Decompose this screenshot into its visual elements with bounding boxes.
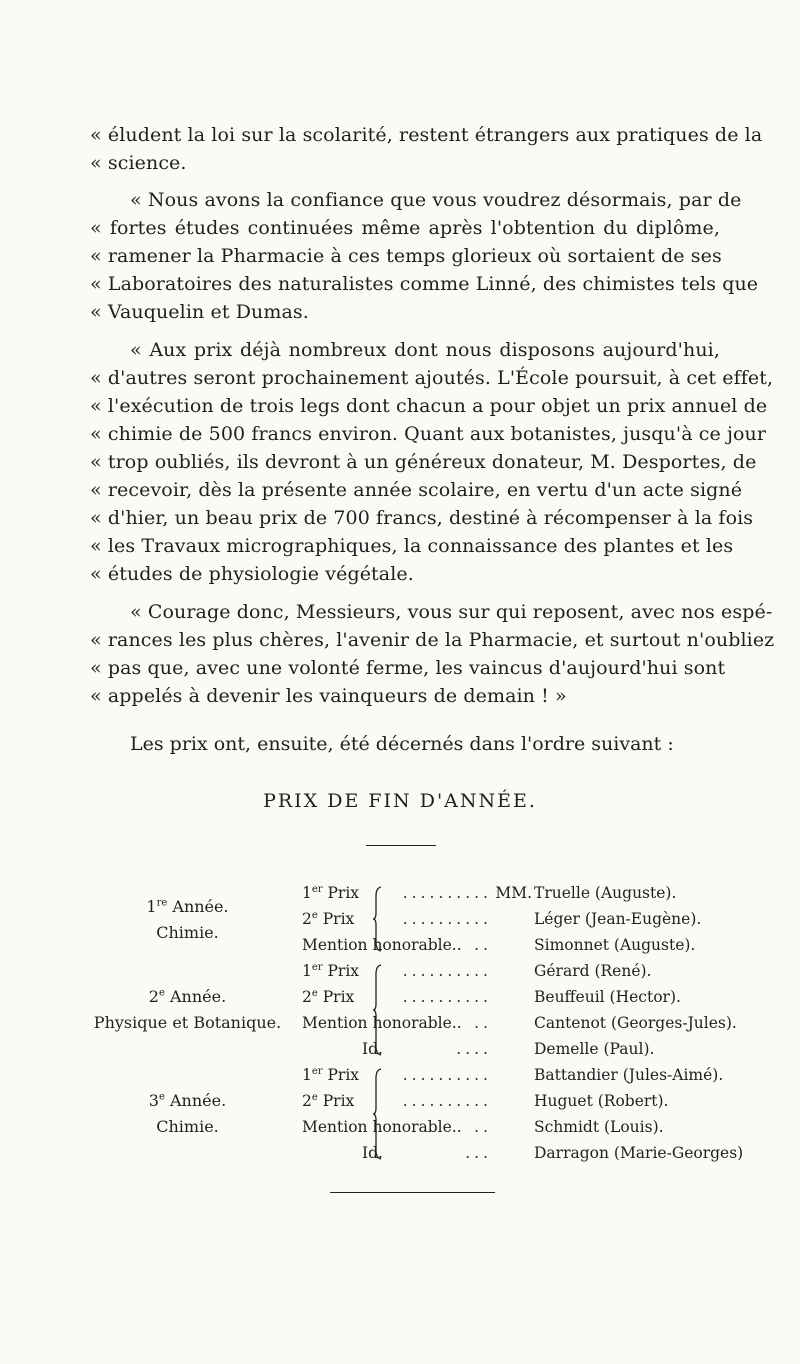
text-line: « Aux prix déjà nombreux dont nous disposons aujourd'hui, [130,339,720,361]
year-label: 3e Année. [148,1091,227,1110]
subject-label: Chimie. [156,923,219,942]
text-line: « science. [90,152,187,174]
prize-group [90,1062,744,1166]
subject-label: Physique et Botanique. [93,1013,282,1032]
year-label: 1re Année. [146,897,229,916]
section-title: PRIX DE FIN D'ANNÉE. [263,790,537,812]
paragraph [90,121,763,177]
winner-name: Cantenot (Georges-Jules). [534,1014,737,1032]
winner-name: Schmidt (Louis). [534,1118,664,1136]
prize-row: 2e Prix .......... Huguet (Robert). [302,1088,740,1114]
prize-row: Id. ... Darragon (Marie-Georges) [302,1140,740,1166]
text-line: « Vauquelin et Dumas. [90,301,309,323]
paragraph [90,598,775,710]
divider [330,1192,495,1193]
prize-group [90,880,740,958]
prize-group [90,958,740,1062]
prize-row: Mention honorable.. .. Cantenot (Georges-Jules). [302,1010,740,1036]
divider [366,845,436,846]
prize-row: Id. .... Demelle (Paul). [302,1036,740,1062]
prize-row: 1er Prix .......... MM. Truelle (Auguste). [302,880,740,906]
prize-row: 2e Prix .......... Beuffeuil (Hector). [302,984,740,1010]
text-line: « Nous avons la confiance que vous voudrez désormais, par de [130,189,742,211]
group-label [90,1088,285,1140]
year-label: 2e Année. [148,987,227,1006]
prize-row: 1er Prix .......... Gérard (René). [302,958,740,984]
text-line: « rances les plus chères, l'avenir de la Pharmacie, et surtout n'oubliez [90,629,775,651]
text-line: « appelés à devenir les vainqueurs de demain ! » [90,685,567,707]
winner-name: Battandier (Jules-Aimé). [534,1066,724,1084]
intro-text: Les prix ont, ensuite, été décernés dans l'ordre suivant : [130,733,674,755]
text-line: « l'exécution de trois legs dont chacun a pour objet un prix annuel de [90,395,768,417]
text-line: « éludent la loi sur la scolarité, restent étrangers aux pratiques de la [90,124,763,146]
group-label [90,894,285,946]
text-line: « trop oubliés, ils devront à un généreux donateur, M. Desportes, de [90,451,757,473]
prize-row: 2e Prix .......... Léger (Jean-Eugène). [302,906,740,932]
text-line: « études de physiologie végétale. [90,563,414,585]
text-line: « chimie de 500 francs environ. Quant aux botanistes, jusqu'à ce jour [90,423,767,445]
paragraph [90,186,759,326]
winner-name: Demelle (Paul). [534,1040,655,1058]
text-line: « d'hier, un beau prix de 700 francs, destiné à récompenser à la fois [90,507,754,529]
winner-name: Darragon (Marie-Georges) [534,1144,744,1162]
group-label [90,984,285,1036]
winner-name: Léger (Jean-Eugène). [534,910,702,928]
text-line: « fortes études continuées même après l'obtention du diplôme, [90,217,720,239]
winner-name: Beuffeuil (Hector). [534,988,681,1006]
text-line: « Courage donc, Messieurs, vous sur qui reposent, avec nos espé- [130,601,773,623]
winner-name: Truelle (Auguste). [534,884,677,902]
subject-label: Chimie. [156,1117,219,1136]
winner-name: Gérard (René). [534,962,652,980]
paragraph [90,336,774,588]
prize-row: Mention honorable.. .. Simonnet (Auguste). [302,932,740,958]
text-line: « Laboratoires des naturalistes comme Linné, des chimistes tels que [90,273,759,295]
winner-name: Huguet (Robert). [534,1092,669,1110]
text-line: « les Travaux micrographiques, la connaissance des plantes et les [90,535,734,557]
winner-name: Simonnet (Auguste). [534,936,696,954]
prize-row: Mention honorable.. .. Schmidt (Louis). [302,1114,740,1140]
text-line: « pas que, avec une volonté ferme, les vaincus d'aujourd'hui sont [90,657,726,679]
prize-row: 1er Prix .......... Battandier (Jules-Aimé). [302,1062,740,1088]
text-line: « ramener la Pharmacie à ces temps glorieux où sortaient de ses [90,245,722,267]
text-line: « recevoir, dès la présente année scolaire, en vertu d'un acte signé [90,479,743,501]
text-line: « d'autres seront prochainement ajoutés. L'École poursuit, à cet effet, [90,367,774,389]
